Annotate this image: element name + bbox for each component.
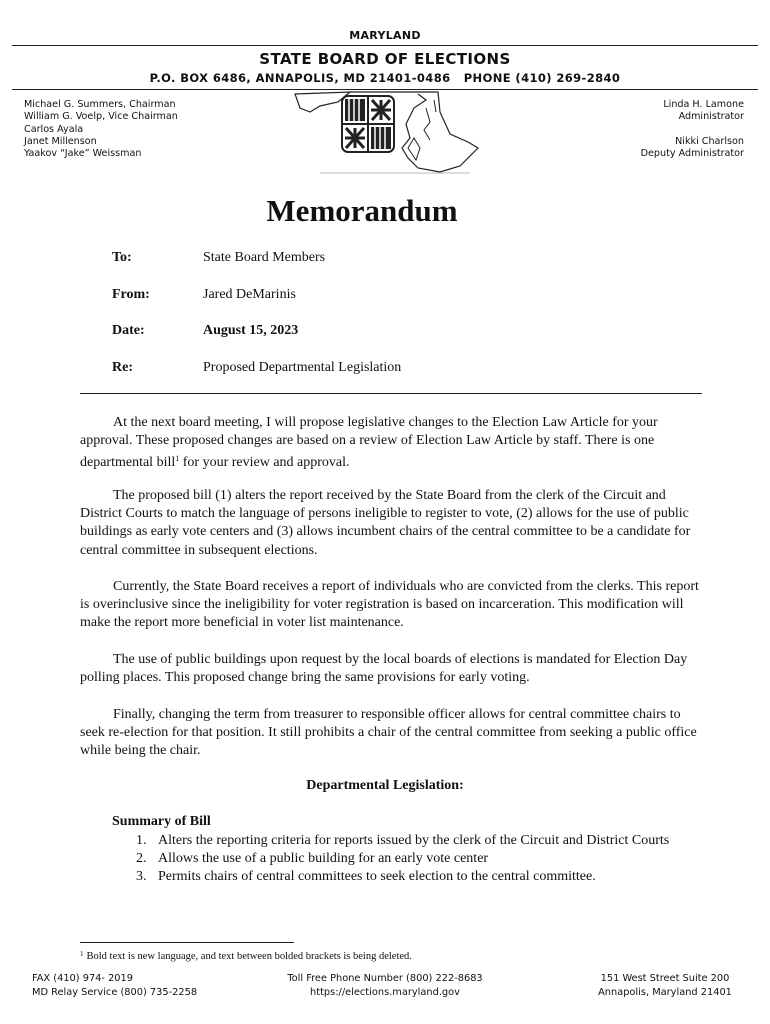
footer-contact-center <box>250 972 520 999</box>
footnote-ref: 1 <box>175 454 180 464</box>
body-paragraph-4: The use of public buildings upon request by the local boards of elections is mandated for Election Day polling places. This proposed change bring the same provisions for early voting. <box>80 652 688 686</box>
list-item <box>136 832 676 850</box>
header-rule-top <box>12 45 758 46</box>
deputy-title: Deputy Administrator <box>640 148 744 160</box>
memo-title: Memorandum <box>266 193 458 228</box>
footnote <box>80 950 412 962</box>
footnote-divider <box>80 942 294 943</box>
footer-contact-left <box>32 972 197 999</box>
board-members-list <box>24 99 178 160</box>
footer-website-link[interactable]: https://elections.maryland.gov <box>310 986 460 998</box>
to-value: State Board Members <box>203 250 326 265</box>
list-item-text: Allows the use of a public building for an early vote center <box>158 851 489 867</box>
paragraph-1-text: At the next board meeting, I will propose legislative changes to the Election Law Article for your approval. These proposed changes are based on a review of Election Law Article by staff. There is one departmental bill <box>80 415 658 471</box>
list-item-number: 1. <box>136 833 147 848</box>
footer-address <box>570 972 760 999</box>
to-label: To: <box>112 250 132 265</box>
body-paragraph-1 <box>80 414 702 473</box>
footer-fax: FAX (410) 974- 2019 <box>32 973 134 984</box>
body-paragraph-2: The proposed bill (1) alters the report received by the State Board from the clerk of the Circuit and District Courts to match the language of persons ineligible to register to vote, (2) allows for the use of public buildings as early vote centers and (3) allows incumbent chairs of the central committee to be a candidate for central committee in subsequent elections. <box>80 488 691 558</box>
body-paragraph-3: Currently, the State Board receives a report of individuals who are convicted from the clerks. This report is overinclusive since the ineligibility for voter registration is based on incarceration. This modification will make the report more beneficial in voter list maintenance. <box>80 579 699 631</box>
re-value: Proposed Departmental Legislation <box>203 360 402 375</box>
administrator-title: Administrator <box>678 111 744 123</box>
board-member: Michael G. Summers, Chairman <box>24 99 176 110</box>
date-label: Date: <box>112 323 145 338</box>
footnote-text: Bold text is new language, and text between bolded brackets is being deleted. <box>86 951 412 962</box>
footer-relay: MD Relay Service (800) 735-2258 <box>32 986 198 998</box>
list-item <box>136 850 676 868</box>
list-item-number: 2. <box>136 851 147 867</box>
from-value: Jared DeMarinis <box>203 287 296 302</box>
board-member: Janet Millenson <box>24 135 97 147</box>
maryland-seal-map-logo <box>290 88 490 178</box>
footer-street: 151 West Street Suite 200 <box>600 973 730 984</box>
departmental-legislation-heading: Departmental Legislation: <box>306 778 464 793</box>
footnote-mark: 1 <box>80 950 84 958</box>
state-name: MARYLAND <box>349 29 421 42</box>
summary-of-bill-heading: Summary of Bill <box>112 814 211 829</box>
board-member: Carlos Ayala <box>24 123 84 135</box>
body-paragraph-5: Finally, changing the term from treasurer to responsible officer allows for central committee chairs to seek re-election for that position. It still prohibits a chair of the central committee from seeking a public office while being the chair. <box>80 707 697 759</box>
footer-tollfree: Toll Free Phone Number (800) 222-8683 <box>287 973 483 984</box>
list-item-text: Permits chairs of central committees to seek election to the central committee. <box>158 869 596 885</box>
memo-header-divider <box>80 393 702 394</box>
list-item-text: Alters the reporting criteria for reports issued by the clerk of the Circuit and District Courts <box>158 833 670 848</box>
administrator-name: Linda H. Lamone <box>663 99 744 110</box>
board-member: William G. Voelp, Vice Chairman <box>24 111 178 123</box>
summary-list <box>136 832 676 887</box>
board-member: Yaakov “Jake” Weissman <box>24 148 142 160</box>
list-item <box>136 868 676 886</box>
re-label: Re: <box>112 360 133 375</box>
administrators <box>641 99 744 160</box>
list-item-number: 3. <box>136 869 147 885</box>
footer-city: Annapolis, Maryland 21401 <box>598 986 732 998</box>
from-label: From: <box>112 287 150 302</box>
paragraph-1-text-end: for your review and approval. <box>179 455 350 471</box>
deputy-name: Nikki Charlson <box>675 135 744 147</box>
board-name: STATE BOARD OF ELECTIONS <box>259 50 511 68</box>
date-value: August 15, 2023 <box>203 323 299 338</box>
board-address: P.O. BOX 6486, ANNAPOLIS, MD 21401-0486 PHONE (410) 269-2840 <box>149 71 621 85</box>
